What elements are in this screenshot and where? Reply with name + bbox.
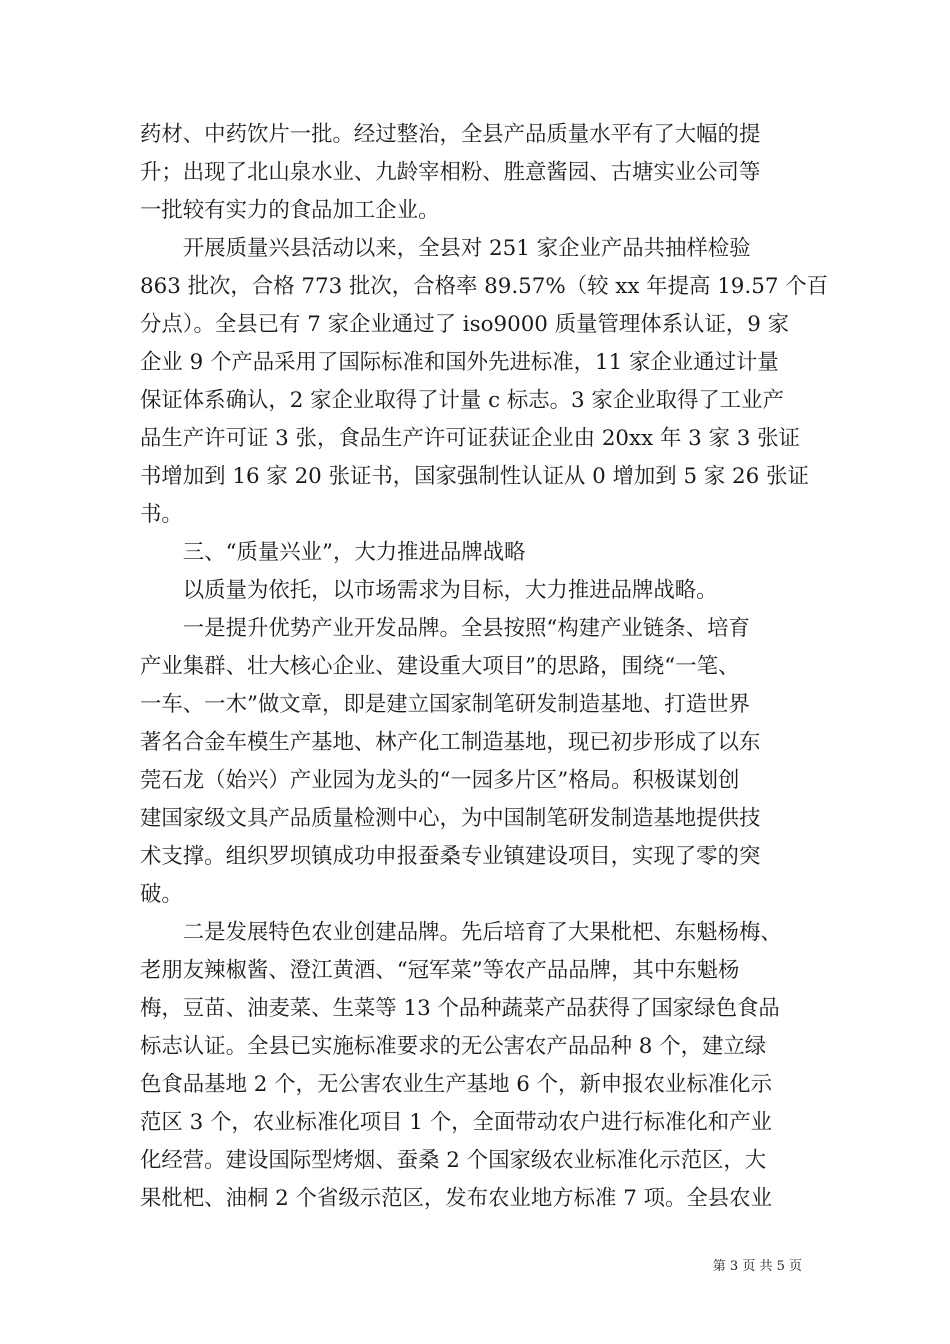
text-line: 二是发展特色农业创建品牌。先后培育了大果枇杷、东魁杨梅、 (140, 920, 782, 945)
text-line: 莞石龙（始兴）产业园为龙头的“一园多片区”格局。积极谋划创 (140, 768, 740, 793)
text-line: 分点）。全县已有 7 家企业通过了 iso9000 质量管理体系认证，9 家 (140, 312, 790, 337)
text-line: 著名合金车模生产基地、林产化工制造基地，现已初步形成了以东 (140, 730, 761, 755)
text-line: 开展质量兴县活动以来，全县对 251 家企业产品共抽样检验 (140, 236, 751, 261)
section-heading: 三、“质量兴业”，大力推进品牌战略 (140, 540, 526, 565)
text-line: 老朋友辣椒酱、澄江黄酒、“冠军菜”等农产品品牌，其中东魁杨 (140, 958, 740, 983)
text-line: 书。 (140, 502, 183, 527)
text-line: 保证体系确认，2 家企业取得了计量 c 标志。3 家企业取得了工业产 (140, 388, 784, 413)
body-text (140, 116, 829, 1218)
text-line: 一车、一木”做文章，即是建立国家制笔研发制造基地、打造世界 (140, 692, 750, 717)
text-line: 一批较有实力的食品加工企业。 (140, 198, 440, 223)
text-line: 863 批次，合格 773 批次，合格率 89.57%（较 xx 年提高 19.57 个百 (140, 274, 829, 299)
text-line: 药材、中药饮片一批。经过整治，全县产品质量水平有了大幅的提 (140, 122, 761, 147)
page-number: 第 3 页 共 5 页 (712, 1259, 802, 1274)
text-line: 企业 9 个产品采用了国际标准和国外先进标准，11 家企业通过计量 (140, 350, 779, 375)
text-line: 色食品基地 2 个，无公害农业生产基地 6 个，新申报农业标准化示 (140, 1072, 772, 1097)
text-line: 产业集群、壮大核心企业、建设重大项目”的思路，围绕“一笔、 (140, 654, 740, 679)
text-line: 升；出现了北山泉水业、九龄宰相粉、胜意酱园、古塘实业公司等 (140, 160, 761, 185)
text-line: 书增加到 16 家 20 张证书，国家强制性认证从 0 增加到 5 家 26 张证 (140, 464, 809, 489)
text-line: 一是提升优势产业开发品牌。全县按照“构建产业链条、培育 (140, 616, 750, 641)
text-line: 品生产许可证 3 张，食品生产许可证获证企业由 20xx 年 3 家 3 张证 (140, 426, 800, 451)
text-line: 化经营。建设国际型烤烟、蚕桑 2 个国家级农业标准化示范区，大 (140, 1148, 767, 1173)
text-line: 破。 (140, 882, 183, 907)
text-line: 标志认证。全县已实施标准要求的无公害农产品品种 8 个，建立绿 (140, 1034, 767, 1059)
text-line: 范区 3 个，农业标准化项目 1 个，全面带动农户进行标准化和产业 (140, 1110, 772, 1135)
text-line: 果枇杷、油桐 2 个省级示范区，发布农业地方标准 7 项。全县农业 (140, 1186, 772, 1211)
text-line: 术支撑。组织罗坝镇成功申报蚕桑专业镇建设项目，实现了零的突 (140, 844, 761, 869)
text-line: 建国家级文具产品质量检测中心，为中国制笔研发制造基地提供技 (140, 806, 761, 831)
text-line: 梅，豆苗、油麦菜、生菜等 13 个品种蔬菜产品获得了国家绿色食品 (140, 996, 780, 1021)
text-line: 以质量为依托，以市场需求为目标，大力推进品牌战略。 (140, 578, 718, 603)
